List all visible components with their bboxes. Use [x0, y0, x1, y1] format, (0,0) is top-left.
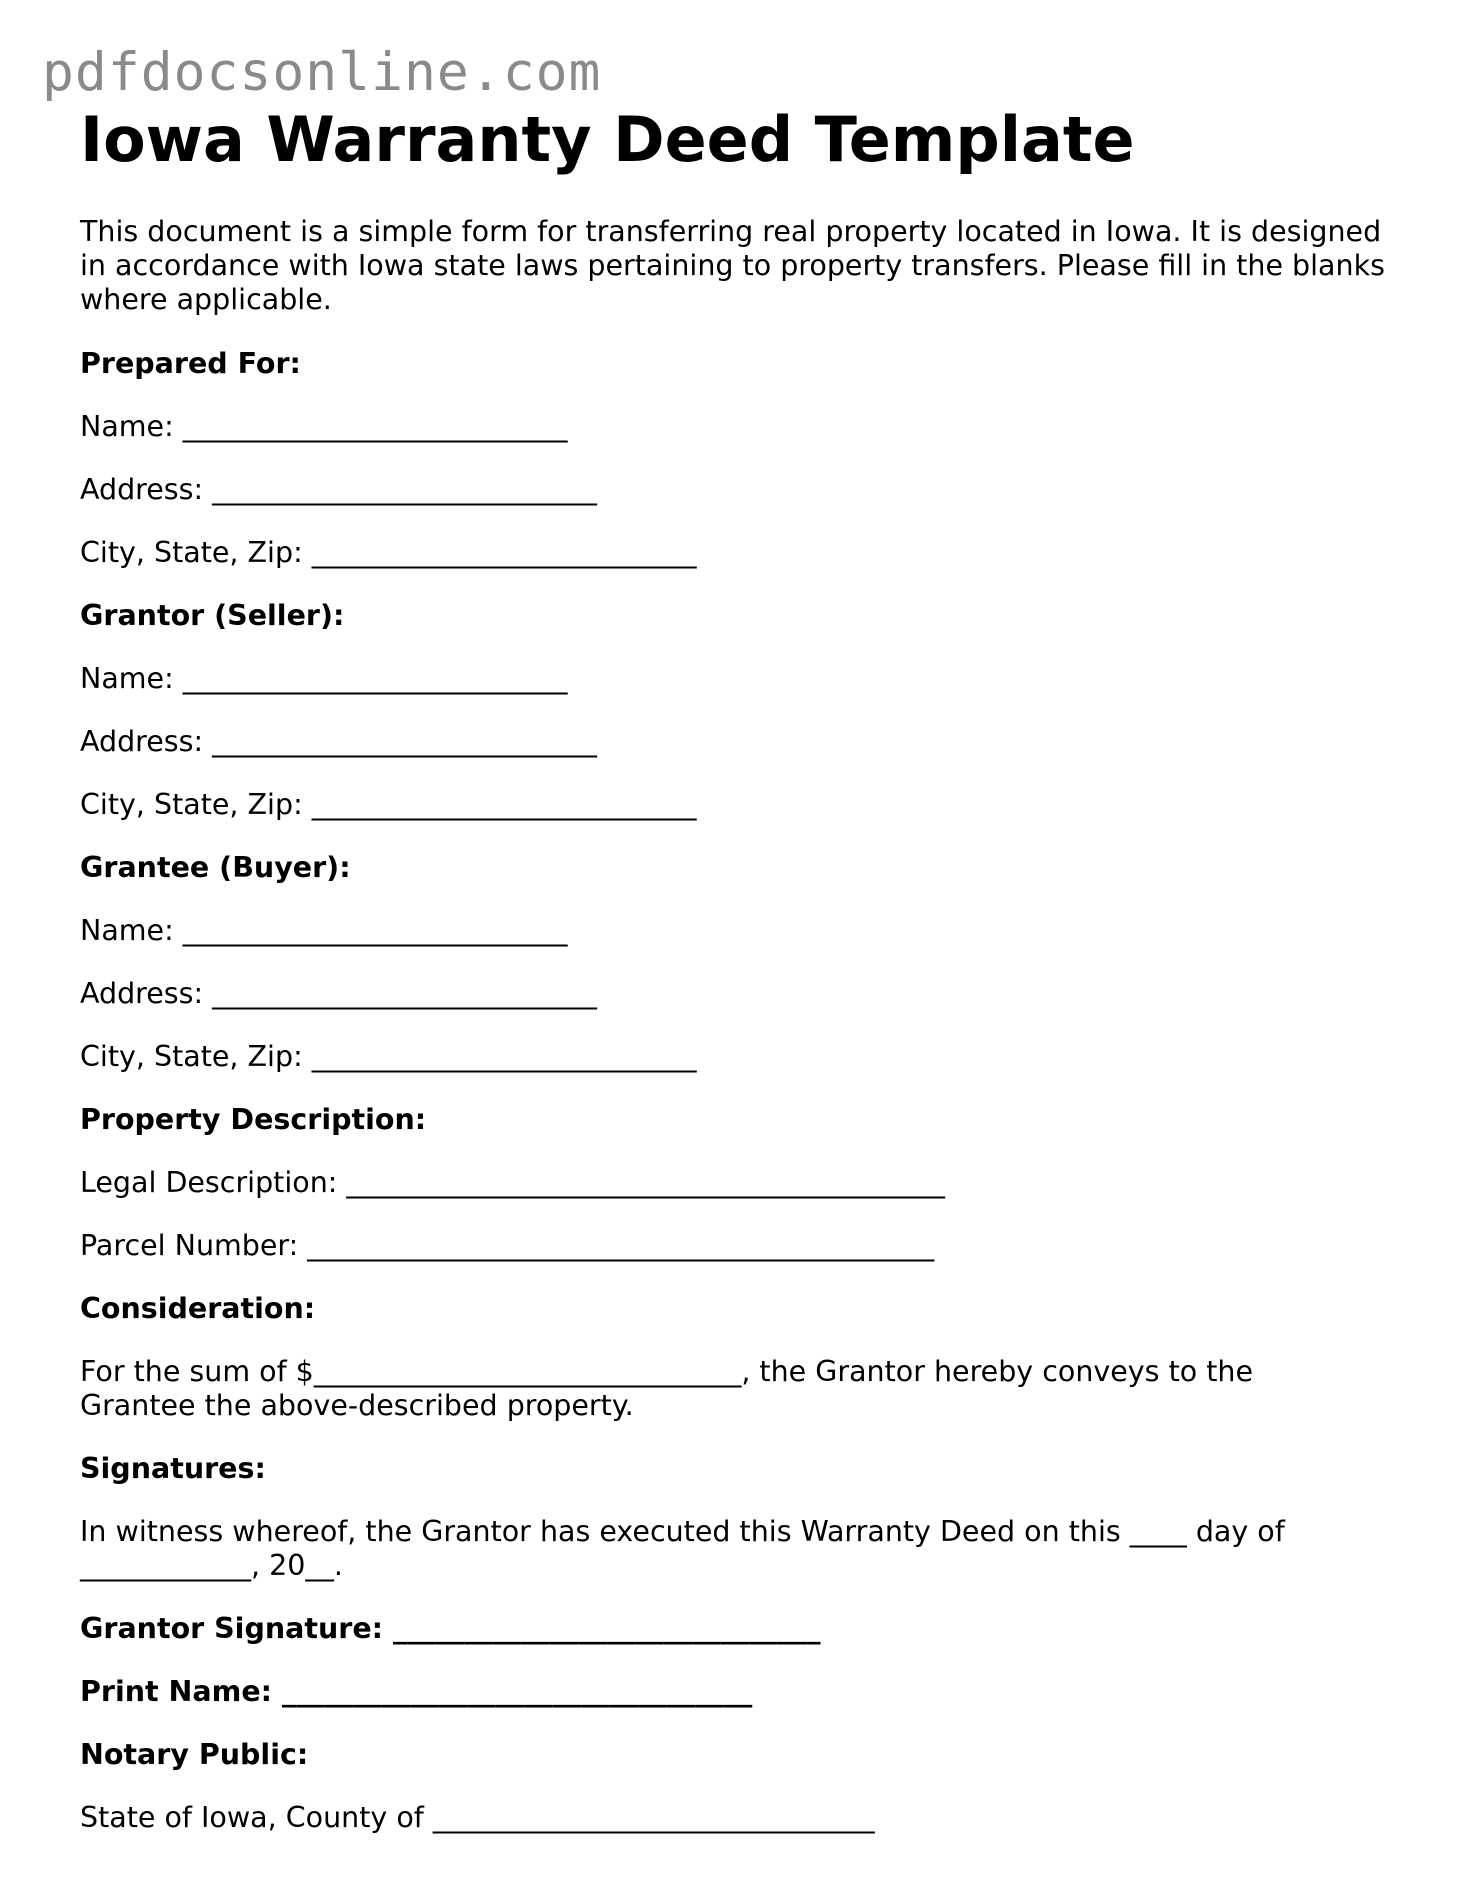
grantor-address-field[interactable]: Address: ___________________________ — [80, 725, 597, 759]
prepared-for-city-field[interactable]: City, State, Zip: ___________________________ — [80, 536, 697, 570]
grantee-heading: Grantee (Buyer): — [80, 851, 351, 885]
property-heading: Property Description: — [80, 1103, 427, 1137]
legal-description-field[interactable]: Legal Description: __________________________________________ — [80, 1166, 945, 1200]
document-page — [80, 103, 1385, 1835]
print-name-field[interactable]: Print Name: _________________________________ — [80, 1675, 753, 1709]
state-county-field[interactable]: State of Iowa, County of _______________________________ — [80, 1801, 875, 1835]
watermark: pdfdocsonline.com — [42, 42, 602, 103]
grantor-city-field[interactable]: City, State, Zip: ___________________________ — [80, 788, 697, 822]
consideration-text[interactable]: For the sum of $______________________________, the Grantor hereby conveys to the Grantee the above-described property. — [80, 1355, 1254, 1423]
grantor-name-field[interactable]: Name: ___________________________ — [80, 662, 568, 696]
grantee-address-field[interactable]: Address: ___________________________ — [80, 977, 597, 1011]
signatures-heading: Signatures: — [80, 1452, 266, 1486]
witness-text[interactable]: In witness whereof, the Grantor has executed this Warranty Deed on this ____ day of ____________, 20__. — [80, 1515, 1285, 1583]
grantor-signature-field[interactable]: Grantor Signature: ______________________________ — [80, 1612, 821, 1646]
consideration-heading: Consideration: — [80, 1292, 316, 1326]
intro-paragraph: This document is a simple form for transferring real property located in Iowa. It is designed in accordance with Iowa state laws pertaining to property transfers. Please fill in the blanks where applicable. — [80, 215, 1385, 317]
grantee-name-field[interactable]: Name: ___________________________ — [80, 914, 568, 948]
prepared-for-name-field[interactable]: Name: ___________________________ — [80, 410, 568, 444]
notary-heading: Notary Public: — [80, 1738, 309, 1772]
prepared-for-address-field[interactable]: Address: ___________________________ — [80, 473, 597, 507]
parcel-number-field[interactable]: Parcel Number: ____________________________________________ — [80, 1229, 935, 1263]
prepared-for-heading: Prepared For: — [80, 347, 301, 381]
grantee-city-field[interactable]: City, State, Zip: ___________________________ — [80, 1040, 697, 1074]
page-title: Iowa Warranty Deed Template — [80, 103, 1135, 176]
grantor-heading: Grantor (Seller): — [80, 599, 345, 633]
